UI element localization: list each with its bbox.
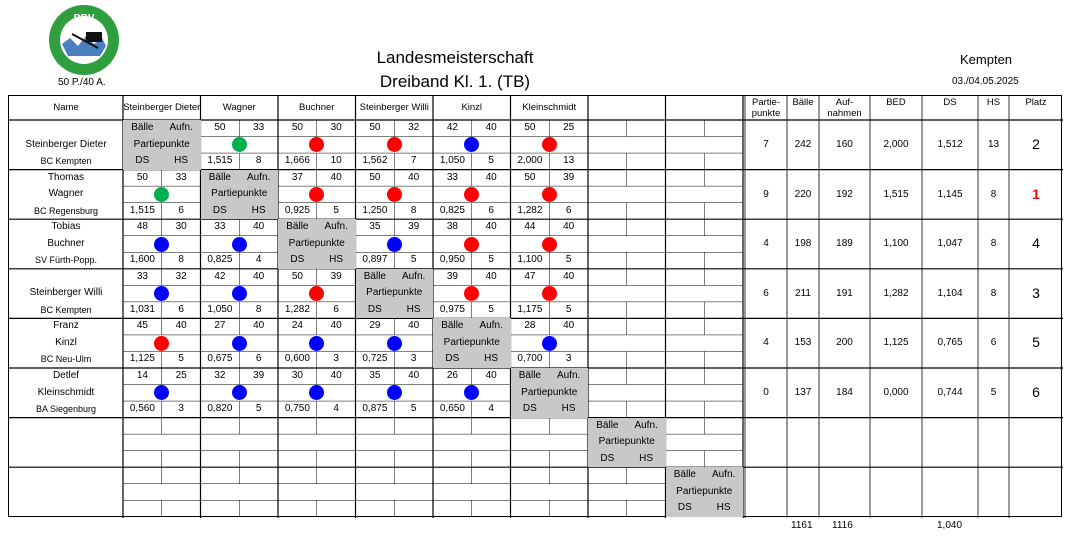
- match-aufnahmen: 30: [175, 221, 187, 233]
- diag-ds-label: DS: [433, 351, 472, 368]
- match-ds: 0,560: [129, 403, 155, 415]
- player-name: Kinzl: [55, 336, 77, 348]
- location: Kempten: [960, 52, 1013, 67]
- player-pp: 4: [763, 238, 769, 250]
- match-baelle: 39: [446, 270, 458, 282]
- player-club: BC Kempten: [40, 156, 92, 167]
- diag-partiepunkte-label: Partiepunkte: [201, 186, 279, 203]
- match-baelle: 35: [369, 370, 381, 381]
- diag-baelle-label: Bälle: [123, 120, 162, 137]
- match-hs: 5: [565, 254, 572, 266]
- match-baelle: 35: [369, 221, 381, 233]
- player-name: Steinberger Willi: [29, 287, 103, 299]
- match-baelle: 50: [291, 122, 303, 133]
- player-first-name: [9, 269, 123, 286]
- match-aufnahmen: 40: [253, 320, 265, 332]
- match-ds: 0,975: [439, 303, 465, 315]
- match-aufnahmen: 40: [175, 320, 187, 332]
- player-ds: 0,744: [937, 387, 963, 398]
- result-loss-dot: [542, 336, 557, 351]
- match-ds: 2,000: [517, 155, 543, 167]
- match-aufnahmen: 40: [563, 270, 575, 282]
- player-hs: 6: [990, 337, 997, 349]
- result-win-dot: [542, 187, 557, 202]
- match-hs: 5: [333, 204, 339, 216]
- header-opponent-7: [666, 96, 744, 120]
- match-hs: 5: [488, 303, 494, 315]
- match-ds: 0,725: [362, 353, 388, 365]
- match-ds: 0,875: [362, 403, 388, 415]
- diag-aufn-label: Aufn.: [317, 219, 356, 236]
- match-baelle: 50: [524, 122, 536, 133]
- match-baelle: 50: [524, 171, 536, 183]
- result-win-dot: [542, 237, 557, 252]
- player-ds: 1,145: [937, 188, 963, 200]
- result-loss-dot: [387, 336, 402, 351]
- match-baelle: 50: [136, 171, 148, 183]
- match-aufnahmen: 40: [485, 221, 497, 233]
- match-hs: 4: [488, 403, 494, 415]
- match-aufnahmen: 39: [408, 221, 420, 233]
- player-baelle: 137: [794, 387, 812, 398]
- match-baelle: 33: [136, 270, 148, 282]
- result-win-dot: [387, 187, 402, 202]
- match-hs: 3: [565, 353, 572, 365]
- match-ds: 1,125: [129, 353, 155, 365]
- match-aufnahmen: 40: [485, 122, 497, 133]
- match-hs: 6: [178, 303, 184, 315]
- result-loss-dot: [232, 336, 247, 351]
- header-hs: HS: [986, 97, 1001, 108]
- match-ds: 0,925: [284, 204, 310, 216]
- match-ds: 1,050: [439, 155, 465, 167]
- player-name: Kleinschmidt: [37, 386, 95, 398]
- match-aufnahmen: 25: [563, 122, 575, 133]
- match-baelle: 50: [214, 122, 226, 133]
- player-club: SV Fürth-Popp.: [34, 255, 98, 266]
- logo-text: BBV: [73, 13, 95, 24]
- header-bed: BED: [886, 97, 906, 108]
- match-hs: 5: [410, 254, 417, 266]
- match-aufnahmen: 40: [408, 171, 420, 183]
- diag-baelle-label: Bälle: [356, 269, 395, 286]
- match-aufnahmen: 40: [408, 320, 420, 332]
- total-ds: 1,040: [937, 520, 963, 531]
- header-opponent-6: [588, 96, 666, 120]
- player-baelle: 198: [794, 238, 812, 250]
- match-aufnahmen: 40: [330, 370, 342, 381]
- match-baelle: 29: [369, 320, 381, 332]
- match-ds: 1,666: [284, 155, 310, 167]
- match-ds: 0,750: [284, 403, 310, 415]
- match-ds: 1,515: [207, 155, 233, 167]
- match-hs: 5: [488, 155, 494, 167]
- match-ds: 0,825: [439, 204, 465, 216]
- player-baelle: 153: [794, 337, 812, 349]
- match-baelle: 26: [446, 370, 458, 381]
- event-date: 03./04.05.2025: [952, 76, 1019, 87]
- match-ds: 1,100: [517, 254, 543, 266]
- player-first-name: Detlef: [52, 370, 80, 381]
- player-hs: 8: [990, 188, 997, 200]
- match-baelle: 50: [369, 122, 381, 133]
- result-win-dot: [542, 137, 557, 152]
- match-baelle: 30: [291, 370, 303, 381]
- match-baelle: 37: [291, 171, 303, 183]
- player-club: BC Regensburg: [33, 205, 99, 216]
- player-hs: 8: [990, 238, 997, 250]
- match-hs: 4: [333, 403, 339, 415]
- match-ds: 0,675: [207, 353, 233, 365]
- match-baelle: 50: [369, 171, 381, 183]
- player-first-name: Franz: [53, 320, 79, 332]
- match-hs: 5: [565, 303, 572, 315]
- diag-partiepunkte-label: Partiepunkte: [433, 335, 511, 352]
- diag-partiepunkte-label: Partiepunkte: [278, 236, 356, 253]
- diag-partiepunkte-label: Partiepunkte: [356, 285, 434, 302]
- match-aufnahmen: 39: [330, 270, 342, 282]
- player-club: BC Kempten: [40, 304, 92, 315]
- header-platz: Platz: [1025, 97, 1047, 108]
- player-name: Steinberger Dieter: [25, 138, 107, 150]
- match-aufnahmen: 40: [330, 320, 342, 332]
- match-ds: 1,175: [517, 303, 543, 315]
- header-opponent-2: Buchner: [299, 102, 335, 113]
- player-club: BA Siegenburg: [35, 404, 97, 415]
- result-loss-dot: [387, 237, 402, 252]
- diag-hs-label: HS: [317, 252, 356, 269]
- match-hs: 3: [333, 353, 339, 365]
- match-hs: 6: [255, 353, 262, 365]
- match-baelle: 50: [291, 270, 303, 282]
- match-ds: 1,031: [129, 303, 155, 315]
- diag-partiepunkte-label: Partiepunkte: [123, 137, 201, 154]
- diag-partiepunkte-label: Partiepunkte: [588, 434, 666, 451]
- diag-hs-label: HS: [394, 302, 433, 319]
- match-baelle: 38: [446, 221, 458, 233]
- diag-aufn-label: Aufn.: [162, 120, 201, 137]
- match-ds: 1,562: [362, 155, 388, 167]
- header-baelle: Bälle: [792, 97, 814, 108]
- match-aufnahmen: 39: [563, 171, 575, 183]
- result-draw-dot: [232, 137, 247, 152]
- player-aufnahmen: 191: [836, 287, 853, 299]
- match-baelle: 48: [136, 221, 148, 233]
- player-ds: 1,047: [937, 238, 963, 250]
- player-hs: 5: [990, 387, 997, 398]
- match-ds: 0,897: [362, 254, 388, 266]
- match-aufnahmen: 40: [563, 221, 575, 233]
- match-aufnahmen: 33: [253, 122, 265, 133]
- diag-hs-label: HS: [549, 401, 588, 418]
- match-ds: 0,700: [517, 353, 543, 365]
- match-aufnahmen: 40: [253, 270, 265, 282]
- match-baelle: 47: [524, 270, 536, 282]
- diag-partiepunkte-label: Partiepunkte: [511, 385, 589, 402]
- diag-ds-label: DS: [356, 302, 395, 319]
- player-bed: 1,100: [883, 238, 909, 250]
- match-aufnahmen: 25: [175, 370, 187, 381]
- diag-ds-label: DS: [666, 500, 705, 517]
- match-baelle: 24: [291, 320, 303, 332]
- match-aufnahmen: 40: [408, 370, 420, 381]
- player-aufnahmen: 160: [836, 139, 853, 150]
- player-pp: 0: [763, 387, 769, 398]
- match-hs: 6: [178, 204, 184, 216]
- title-line-1: Landesmeisterschaft: [376, 48, 534, 67]
- player-platz: 4: [1032, 235, 1040, 252]
- result-win-dot: [154, 336, 169, 351]
- diag-partiepunkte-label: Partiepunkte: [666, 484, 744, 501]
- match-aufnahmen: 39: [253, 370, 265, 381]
- header-opponent-4: Kinzl: [461, 102, 483, 113]
- result-win-dot: [542, 286, 557, 301]
- player-pp: 4: [763, 337, 769, 349]
- match-hs: 7: [410, 155, 417, 167]
- diag-hs-label: HS: [162, 153, 201, 170]
- result-win-dot: [464, 237, 479, 252]
- match-aufnahmen: 32: [175, 270, 187, 282]
- match-aufnahmen: 40: [563, 320, 575, 332]
- player-platz: 6: [1032, 384, 1040, 400]
- match-baelle: 14: [136, 370, 148, 381]
- player-pp: 7: [763, 139, 769, 150]
- match-ds: 0,825: [207, 254, 233, 266]
- match-hs: 8: [255, 155, 262, 167]
- match-hs: 5: [410, 403, 417, 415]
- match-hs: 6: [333, 303, 339, 315]
- format-info: 50 P./40 A.: [58, 77, 106, 88]
- match-baelle: 28: [524, 320, 536, 332]
- match-ds: 0,600: [284, 353, 310, 365]
- match-ds: 1,282: [517, 204, 543, 216]
- player-bed: 1,515: [883, 188, 909, 200]
- match-baelle: 42: [214, 270, 226, 282]
- diag-aufn-label: Aufn.: [472, 318, 511, 335]
- match-baelle: 33: [214, 221, 226, 233]
- header-name: Name: [53, 102, 79, 113]
- diag-ds-label: DS: [201, 203, 240, 220]
- match-hs: 8: [178, 254, 184, 266]
- player-platz: 1: [1032, 185, 1040, 202]
- player-name: Wagner: [48, 188, 84, 200]
- match-ds: 1,515: [129, 204, 155, 216]
- total-aufnahmen: 1116: [832, 520, 853, 531]
- match-baelle: 32: [214, 370, 226, 381]
- match-hs: 3: [410, 353, 417, 365]
- match-aufnahmen: 40: [485, 171, 497, 183]
- header-aufnahmen: Auf- nahmen: [827, 97, 862, 119]
- player-hs: 13: [987, 139, 1000, 150]
- diag-aufn-label: Aufn.: [549, 368, 588, 385]
- result-loss-dot: [309, 336, 324, 351]
- player-aufnahmen: 189: [836, 238, 853, 250]
- match-baelle: 44: [524, 221, 536, 233]
- match-aufnahmen: 40: [485, 370, 497, 381]
- match-baelle: 27: [214, 320, 226, 332]
- player-pp: 6: [763, 287, 769, 299]
- player-bed: 1,125: [883, 337, 909, 349]
- match-aufnahmen: 33: [175, 171, 187, 183]
- diag-baelle-label: Bälle: [511, 368, 550, 385]
- diag-aufn-label: Aufn.: [704, 467, 743, 484]
- result-win-dot: [387, 137, 402, 152]
- player-platz: 3: [1032, 284, 1040, 301]
- player-baelle: 211: [795, 287, 811, 299]
- diag-ds-label: DS: [511, 401, 550, 418]
- diag-baelle-label: Bälle: [666, 467, 705, 484]
- match-ds: 0,950: [439, 254, 465, 266]
- diag-baelle-label: Bälle: [201, 170, 240, 187]
- match-hs: 5: [255, 403, 262, 415]
- match-hs: 5: [178, 353, 184, 365]
- diag-baelle-label: Bälle: [588, 418, 627, 435]
- header-partiepunkte: Partie- punkte: [751, 97, 781, 119]
- header-opponent-3: Steinberger Willi: [359, 102, 429, 113]
- match-aufnahmen: 40: [485, 270, 497, 282]
- diag-aufn-label: Aufn.: [239, 170, 278, 187]
- player-first-name: Tobias: [51, 221, 81, 233]
- total-baelle: 1161: [791, 520, 813, 531]
- player-bed: 1,282: [883, 287, 909, 299]
- result-loss-dot: [387, 385, 402, 400]
- diag-ds-label: DS: [123, 153, 162, 170]
- header-ds: DS: [943, 97, 957, 108]
- match-ds: 1,050: [207, 303, 233, 315]
- player-ds: 1,512: [937, 139, 963, 150]
- diag-ds-label: DS: [588, 451, 627, 468]
- player-platz: 5: [1032, 334, 1040, 351]
- results-table: [8, 95, 1062, 517]
- match-aufnahmen: 32: [408, 122, 420, 133]
- player-first-name: [9, 120, 123, 137]
- match-baelle: 45: [136, 320, 148, 332]
- diag-hs-label: HS: [239, 203, 278, 220]
- match-baelle: 33: [446, 171, 458, 183]
- player-aufnahmen: 184: [836, 387, 853, 398]
- match-ds: 1,600: [129, 254, 155, 266]
- player-pp: 9: [763, 188, 769, 200]
- match-hs: 10: [330, 155, 342, 167]
- match-baelle: 42: [446, 122, 458, 133]
- player-club: BC Neu-Ulm: [40, 354, 92, 365]
- player-ds: 0,765: [937, 337, 963, 349]
- match-ds: 1,250: [362, 204, 388, 216]
- match-ds: 0,820: [207, 403, 233, 415]
- player-ds: 1,104: [937, 287, 963, 299]
- player-bed: 0,000: [883, 387, 909, 398]
- header-opponent-5: Kleinschmidt: [522, 102, 577, 113]
- diag-hs-label: HS: [704, 500, 743, 517]
- diag-baelle-label: Bälle: [278, 219, 317, 236]
- diag-aufn-label: Aufn.: [627, 418, 666, 435]
- match-hs: 13: [563, 155, 575, 167]
- result-loss-dot: [232, 237, 247, 252]
- player-baelle: 220: [794, 188, 812, 200]
- diag-aufn-label: Aufn.: [394, 269, 433, 286]
- player-baelle: 242: [794, 139, 812, 150]
- title-line-2: Dreiband Kl. 1. (TB): [379, 72, 531, 91]
- match-ds: 0,650: [439, 403, 465, 415]
- result-loss-dot: [154, 237, 169, 252]
- match-hs: 8: [255, 303, 262, 315]
- match-aufnahmen: 40: [253, 221, 265, 233]
- player-name: Buchner: [47, 237, 85, 249]
- diag-hs-label: HS: [627, 451, 666, 468]
- match-hs: 4: [255, 254, 262, 266]
- match-hs: 6: [565, 204, 572, 216]
- header-opponent-0: Steinberger Dieter: [123, 102, 201, 113]
- diag-baelle-label: Bälle: [433, 318, 472, 335]
- player-first-name: Thomas: [47, 171, 85, 183]
- player-bed: 2,000: [883, 139, 909, 150]
- match-hs: 3: [178, 403, 184, 415]
- header-opponent-1: Wagner: [222, 102, 256, 113]
- player-platz: 2: [1032, 136, 1040, 152]
- match-hs: 6: [488, 204, 494, 216]
- match-ds: 1,282: [284, 303, 310, 315]
- player-aufnahmen: 200: [836, 337, 853, 349]
- match-aufnahmen: 40: [330, 171, 342, 183]
- match-hs: 8: [410, 204, 417, 216]
- match-hs: 5: [488, 254, 494, 266]
- result-loss-dot: [232, 385, 247, 400]
- player-hs: 8: [990, 287, 997, 299]
- result-loss-dot: [232, 286, 247, 301]
- diag-hs-label: HS: [472, 351, 511, 368]
- diag-ds-label: DS: [278, 252, 317, 269]
- player-aufnahmen: 192: [836, 188, 853, 200]
- match-aufnahmen: 30: [330, 122, 342, 133]
